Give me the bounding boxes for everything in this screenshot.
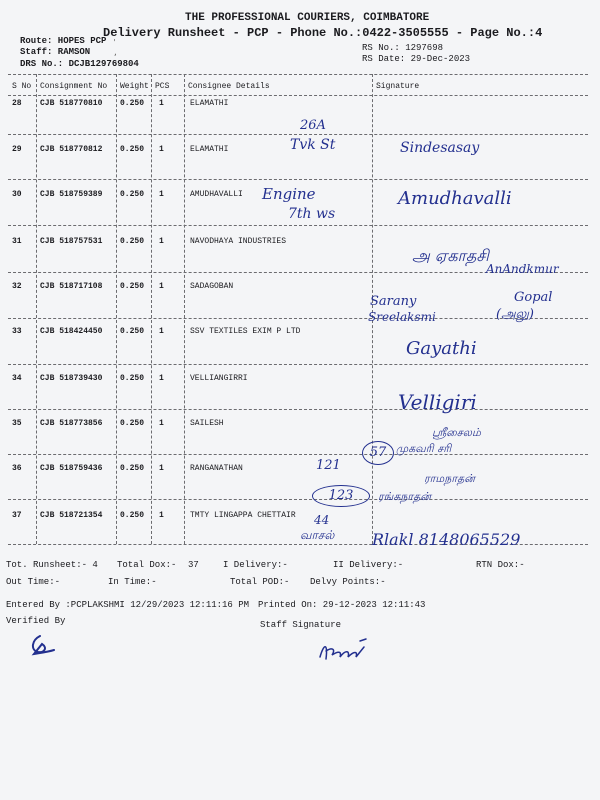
handwritten-signature: Velligiri <box>398 390 477 414</box>
handwritten-circled-number: 57 <box>362 441 394 465</box>
row-sno: 30 <box>12 190 22 199</box>
row-pcs: 1 <box>159 145 164 154</box>
row-pcs: 1 <box>159 419 164 428</box>
verified-by-label: Verified By <box>6 616 66 626</box>
row-sno: 28 <box>12 99 22 108</box>
row-divider <box>8 454 588 455</box>
row-consignment: CJB 518759436 <box>40 464 103 473</box>
handwritten-note: 7th ws <box>288 206 336 222</box>
row-consignee: ELAMATHI <box>190 99 229 108</box>
handwritten-script: ஸ்ரீசைலம் <box>432 426 481 439</box>
row-divider <box>8 179 588 180</box>
row-pcs: 1 <box>159 464 164 473</box>
col-header-consignee: Consignee Details <box>188 82 270 91</box>
col-header-signature: Signature <box>376 82 420 91</box>
handwritten-signature: Sreelaksmi <box>368 310 436 324</box>
row-weight: 0.250 <box>120 282 145 291</box>
table-row <box>8 237 588 284</box>
table-row <box>8 419 588 466</box>
stray-mark: ' <box>112 38 117 47</box>
row-consignee: SAILESH <box>190 419 224 428</box>
row-weight: 0.250 <box>120 145 145 154</box>
table-row <box>8 464 588 511</box>
staff-label: Staff: RAMSON <box>20 47 91 57</box>
row-pcs: 1 <box>159 237 164 246</box>
row-pcs: 1 <box>159 190 164 199</box>
table-row <box>8 374 588 421</box>
handwritten-signature: Amudhavalli <box>398 188 512 209</box>
row-consignment: CJB 518739430 <box>40 374 103 383</box>
row-sno: 37 <box>12 511 22 520</box>
runsheet-subtitle: Delivery Runsheet - PCP - Phone No.:0422-3505555 - Page No.:4 <box>103 26 543 40</box>
row-weight: 0.250 <box>120 327 145 336</box>
printed-on: Printed On: 29-12-2023 12:11:43 <box>258 600 426 610</box>
handwritten-script: ரங்கநாதன் <box>378 490 431 503</box>
row-divider <box>8 225 588 226</box>
stray-mark: , <box>113 48 118 57</box>
ii-delivery: II Delivery:- <box>333 560 404 570</box>
handwritten-script: ராமநாதன் <box>424 472 475 485</box>
row-consignment: CJB 518721354 <box>40 511 103 520</box>
handwritten-note: Gopal <box>514 290 553 305</box>
row-pcs: 1 <box>159 99 164 108</box>
handwritten-signature: Sindesasay <box>400 140 480 156</box>
rs-date: RS Date: 29-Dec-2023 <box>362 54 471 64</box>
row-weight: 0.250 <box>120 190 145 199</box>
row-sno: 36 <box>12 464 22 473</box>
row-weight: 0.250 <box>120 237 145 246</box>
handwritten-note: Tvk St <box>290 137 336 153</box>
row-divider <box>8 134 588 135</box>
row-consignment: CJB 518717108 <box>40 282 103 291</box>
row-divider <box>8 499 588 500</box>
in-time: In Time:- <box>108 577 157 587</box>
row-sno: 35 <box>12 419 22 428</box>
i-delivery: I Delivery:- <box>223 560 288 570</box>
col-header-pcs: PCS <box>155 82 170 91</box>
col-header-sno: S No <box>12 82 32 91</box>
handwritten-note: Engine <box>262 185 316 203</box>
row-consignee: NAVODHAYA INDUSTRIES <box>190 237 287 246</box>
row-sno: 33 <box>12 327 22 336</box>
row-consignment: CJB 518424450 <box>40 327 103 336</box>
row-weight: 0.250 <box>120 464 145 473</box>
handwritten-script: வாசல் <box>300 528 335 542</box>
row-consignee: RANGANATHAN <box>190 464 243 473</box>
staff-signature-label: Staff Signature <box>260 620 342 630</box>
row-consignee: SSV TEXTILES EXIM P LTD <box>190 327 301 336</box>
handwritten-note: 26A <box>300 118 326 133</box>
row-sno: 31 <box>12 237 22 246</box>
staff-signature <box>316 637 376 665</box>
delvy-points: Delvy Points:- <box>310 577 386 587</box>
row-consignee: TMTY LINGAPPA CHETTAIR <box>190 511 296 520</box>
handwritten-note: Sarany <box>370 294 417 309</box>
row-consignee: VELLIANGIRRI <box>190 374 248 383</box>
row-consignment: CJB 518757531 <box>40 237 103 246</box>
handwritten-script: (அலு) <box>496 307 534 322</box>
handwritten-signature: Gayathi <box>406 338 477 359</box>
handwritten-note: 121 <box>316 458 341 473</box>
row-weight: 0.250 <box>120 511 145 520</box>
total-dox-value: 37 <box>188 560 199 570</box>
row-consignment: CJB 518759389 <box>40 190 103 199</box>
row-weight: 0.250 <box>120 419 145 428</box>
col-header-weight: Weight <box>120 82 149 91</box>
out-time: Out Time:- <box>6 577 61 587</box>
total-pod: Total POD:- <box>230 577 290 587</box>
route-label: Route: HOPES PCP <box>20 36 107 46</box>
row-weight: 0.250 <box>120 374 145 383</box>
verifier-signature <box>26 632 56 658</box>
row-pcs: 1 <box>159 327 164 336</box>
row-consignee: AMUDHAVALLI <box>190 190 243 199</box>
row-sno: 34 <box>12 374 22 383</box>
col-header-consignment: Consignment No <box>40 82 108 91</box>
row-sno: 32 <box>12 282 22 291</box>
row-sno: 29 <box>12 145 22 154</box>
company-title: THE PROFESSIONAL COURIERS, COIMBATORE <box>185 12 430 24</box>
entered-by: Entered By :PCPLAKSHMI 12/29/2023 12:11:16 PM <box>6 600 250 610</box>
row-consignee: SADAGOBAN <box>190 282 234 291</box>
handwritten-signature: Rlakl 8148065529 <box>372 530 521 549</box>
drs-number: DRS No.: DCJB129769804 <box>20 59 139 69</box>
row-weight: 0.250 <box>120 99 145 108</box>
rs-number: RS No.: 1297698 <box>362 43 444 53</box>
row-consignee: ELAMATHI <box>190 145 229 154</box>
row-pcs: 1 <box>159 511 164 520</box>
row-divider <box>8 364 588 365</box>
row-pcs: 1 <box>159 282 164 291</box>
total-dox-label: Total Dox:- <box>117 560 177 570</box>
row-consignment: CJB 518770812 <box>40 145 103 154</box>
handwritten-script: அ ஏகாதசி <box>412 246 489 265</box>
handwritten-circled-number: 123 <box>312 485 370 507</box>
table-top-rule <box>8 74 588 75</box>
table-row <box>8 327 588 374</box>
handwritten-script: முகவரி சரி <box>396 442 452 455</box>
row-pcs: 1 <box>159 374 164 383</box>
rtn-dox: RTN Dox:- <box>476 560 525 570</box>
table-header-rule <box>8 95 588 96</box>
row-consignment: CJB 518773856 <box>40 419 103 428</box>
handwritten-signature: AnAndkmur <box>486 262 559 276</box>
handwritten-note: 44 <box>314 513 330 527</box>
row-consignment: CJB 518770810 <box>40 99 103 108</box>
total-runsheet: Tot. Runsheet:- 4 <box>6 560 98 570</box>
row-divider <box>8 409 588 410</box>
